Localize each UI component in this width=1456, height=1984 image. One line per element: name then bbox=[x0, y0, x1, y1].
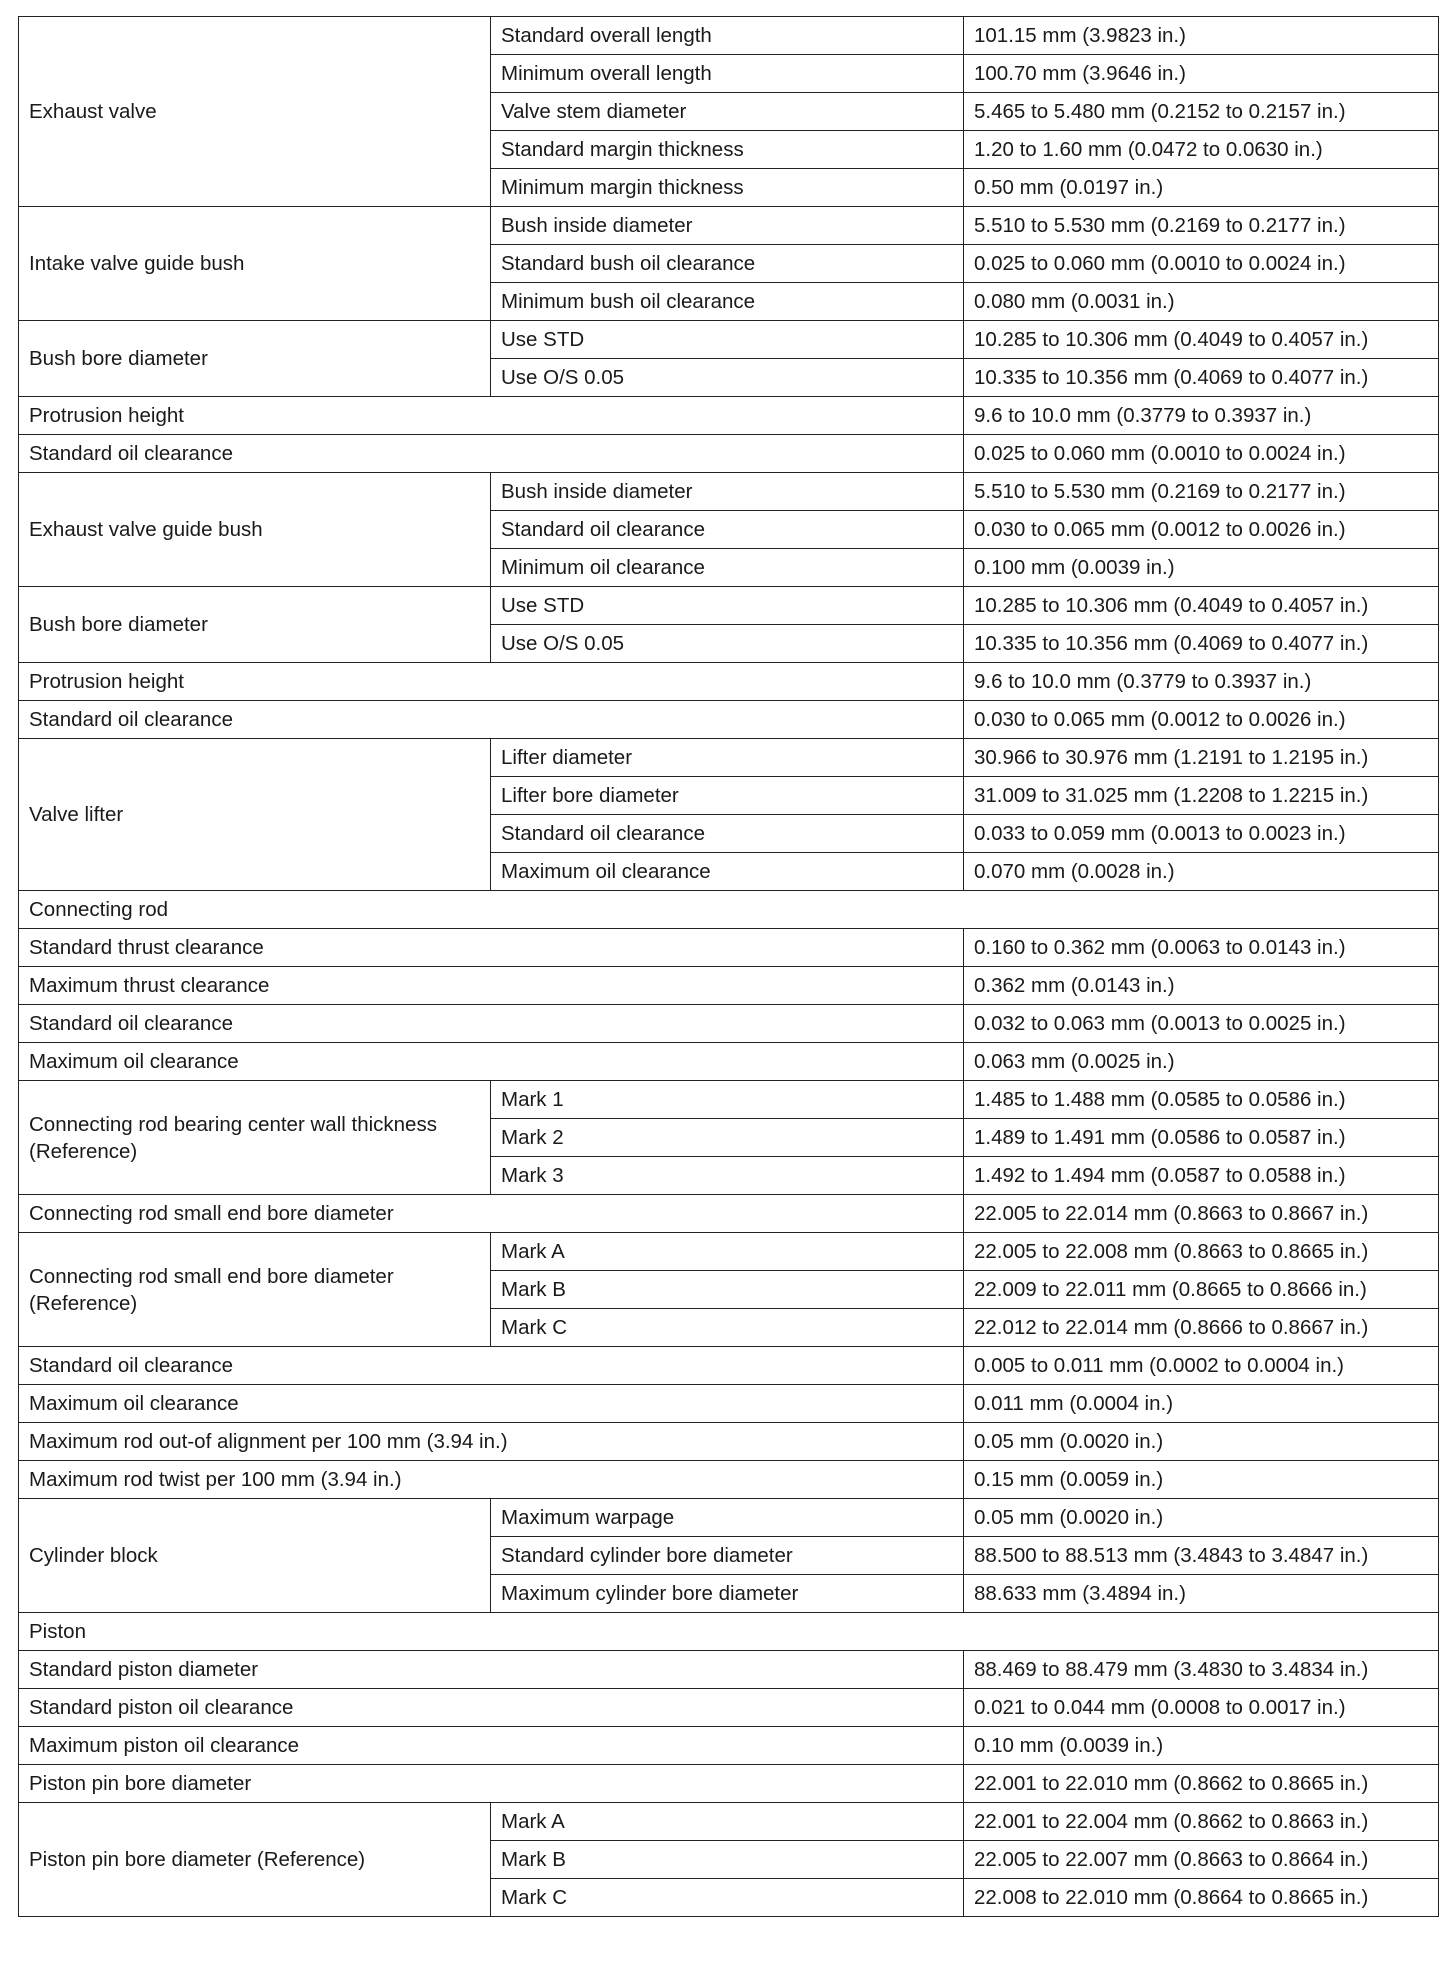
table-cell: 88.633 mm (3.4894 in.) bbox=[964, 1575, 1439, 1613]
table-cell: Mark B bbox=[491, 1841, 964, 1879]
table-cell: 22.001 to 22.004 mm (0.8662 to 0.8663 in.) bbox=[964, 1803, 1439, 1841]
table-cell: Bush bore diameter bbox=[19, 321, 491, 397]
table-cell: Standard piston diameter bbox=[19, 1651, 964, 1689]
table-row bbox=[19, 1613, 1439, 1651]
table-cell: 22.005 to 22.014 mm (0.8663 to 0.8667 in.) bbox=[964, 1195, 1439, 1233]
table-row bbox=[19, 701, 1439, 739]
specification-table bbox=[18, 16, 1439, 1917]
table-row bbox=[19, 321, 1439, 359]
table-cell: Lifter diameter bbox=[491, 739, 964, 777]
table-row bbox=[19, 739, 1439, 777]
specification-table-body bbox=[19, 17, 1439, 1917]
table-row bbox=[19, 1423, 1439, 1461]
table-cell: Maximum thrust clearance bbox=[19, 967, 964, 1005]
table-cell: Cylinder block bbox=[19, 1499, 491, 1613]
table-cell: Standard piston oil clearance bbox=[19, 1689, 964, 1727]
table-cell: Maximum oil clearance bbox=[19, 1043, 964, 1081]
table-row bbox=[19, 473, 1439, 511]
table-cell: Minimum bush oil clearance bbox=[491, 283, 964, 321]
table-cell: 5.510 to 5.530 mm (0.2169 to 0.2177 in.) bbox=[964, 473, 1439, 511]
table-cell: 10.335 to 10.356 mm (0.4069 to 0.4077 in.) bbox=[964, 625, 1439, 663]
table-cell: 0.005 to 0.011 mm (0.0002 to 0.0004 in.) bbox=[964, 1347, 1439, 1385]
table-cell: Standard bush oil clearance bbox=[491, 245, 964, 283]
table-cell: 9.6 to 10.0 mm (0.3779 to 0.3937 in.) bbox=[964, 397, 1439, 435]
table-cell: 1.492 to 1.494 mm (0.0587 to 0.0588 in.) bbox=[964, 1157, 1439, 1195]
table-cell: Mark 2 bbox=[491, 1119, 964, 1157]
table-cell: Standard overall length bbox=[491, 17, 964, 55]
table-cell: Bush bore diameter bbox=[19, 587, 491, 663]
table-cell: Standard oil clearance bbox=[19, 435, 964, 473]
table-cell: 0.100 mm (0.0039 in.) bbox=[964, 549, 1439, 587]
table-cell: Maximum warpage bbox=[491, 1499, 964, 1537]
table-cell: 88.500 to 88.513 mm (3.4843 to 3.4847 in.) bbox=[964, 1537, 1439, 1575]
table-row bbox=[19, 1803, 1439, 1841]
table-cell: Maximum rod twist per 100 mm (3.94 in.) bbox=[19, 1461, 964, 1499]
table-cell: Maximum rod out-of alignment per 100 mm (3.94 in.) bbox=[19, 1423, 964, 1461]
table-cell: 22.005 to 22.007 mm (0.8663 to 0.8664 in.) bbox=[964, 1841, 1439, 1879]
table-cell: Mark C bbox=[491, 1879, 964, 1917]
table-cell: 22.001 to 22.010 mm (0.8662 to 0.8665 in.) bbox=[964, 1765, 1439, 1803]
table-cell: 0.063 mm (0.0025 in.) bbox=[964, 1043, 1439, 1081]
table-cell: Mark B bbox=[491, 1271, 964, 1309]
table-row bbox=[19, 1499, 1439, 1537]
table-cell: 31.009 to 31.025 mm (1.2208 to 1.2215 in.) bbox=[964, 777, 1439, 815]
table-cell: Standard oil clearance bbox=[491, 815, 964, 853]
table-cell: 101.15 mm (3.9823 in.) bbox=[964, 17, 1439, 55]
table-row bbox=[19, 1727, 1439, 1765]
table-cell: 0.021 to 0.044 mm (0.0008 to 0.0017 in.) bbox=[964, 1689, 1439, 1727]
table-row bbox=[19, 891, 1439, 929]
table-row bbox=[19, 17, 1439, 55]
table-cell: Standard oil clearance bbox=[19, 1347, 964, 1385]
table-row bbox=[19, 1233, 1439, 1271]
table-cell: Lifter bore diameter bbox=[491, 777, 964, 815]
table-row bbox=[19, 397, 1439, 435]
table-cell: 30.966 to 30.976 mm (1.2191 to 1.2195 in.) bbox=[964, 739, 1439, 777]
table-cell: 0.080 mm (0.0031 in.) bbox=[964, 283, 1439, 321]
table-cell: 1.20 to 1.60 mm (0.0472 to 0.0630 in.) bbox=[964, 131, 1439, 169]
table-row bbox=[19, 1043, 1439, 1081]
table-cell: Valve lifter bbox=[19, 739, 491, 891]
table-cell: Use O/S 0.05 bbox=[491, 359, 964, 397]
table-cell: Piston pin bore diameter (Reference) bbox=[19, 1803, 491, 1917]
table-cell: 0.05 mm (0.0020 in.) bbox=[964, 1499, 1439, 1537]
table-cell: 1.485 to 1.488 mm (0.0585 to 0.0586 in.) bbox=[964, 1081, 1439, 1119]
table-cell: Intake valve guide bush bbox=[19, 207, 491, 321]
table-cell: Mark A bbox=[491, 1803, 964, 1841]
table-cell: 0.362 mm (0.0143 in.) bbox=[964, 967, 1439, 1005]
table-cell: 22.009 to 22.011 mm (0.8665 to 0.8666 in.) bbox=[964, 1271, 1439, 1309]
table-cell: 100.70 mm (3.9646 in.) bbox=[964, 55, 1439, 93]
table-cell: 5.510 to 5.530 mm (0.2169 to 0.2177 in.) bbox=[964, 207, 1439, 245]
table-cell: Valve stem diameter bbox=[491, 93, 964, 131]
table-cell: 10.285 to 10.306 mm (0.4049 to 0.4057 in.) bbox=[964, 321, 1439, 359]
table-cell: 0.10 mm (0.0039 in.) bbox=[964, 1727, 1439, 1765]
table-cell: Maximum cylinder bore diameter bbox=[491, 1575, 964, 1613]
table-cell: 0.030 to 0.065 mm (0.0012 to 0.0026 in.) bbox=[964, 511, 1439, 549]
table-cell: Protrusion height bbox=[19, 663, 964, 701]
table-cell: Mark C bbox=[491, 1309, 964, 1347]
table-cell: 1.489 to 1.491 mm (0.0586 to 0.0587 in.) bbox=[964, 1119, 1439, 1157]
table-cell: Exhaust valve bbox=[19, 17, 491, 207]
table-cell: 5.465 to 5.480 mm (0.2152 to 0.2157 in.) bbox=[964, 93, 1439, 131]
table-cell: Use STD bbox=[491, 587, 964, 625]
table-cell: Use O/S 0.05 bbox=[491, 625, 964, 663]
table-cell: Minimum oil clearance bbox=[491, 549, 964, 587]
table-cell: 10.335 to 10.356 mm (0.4069 to 0.4077 in.) bbox=[964, 359, 1439, 397]
table-cell: Mark 3 bbox=[491, 1157, 964, 1195]
table-cell: Standard oil clearance bbox=[19, 1005, 964, 1043]
table-cell: Standard thrust clearance bbox=[19, 929, 964, 967]
table-row bbox=[19, 435, 1439, 473]
table-cell: Maximum oil clearance bbox=[491, 853, 964, 891]
table-cell: 0.030 to 0.065 mm (0.0012 to 0.0026 in.) bbox=[964, 701, 1439, 739]
table-row bbox=[19, 929, 1439, 967]
table-cell: 0.15 mm (0.0059 in.) bbox=[964, 1461, 1439, 1499]
table-cell: 9.6 to 10.0 mm (0.3779 to 0.3937 in.) bbox=[964, 663, 1439, 701]
table-cell: 0.160 to 0.362 mm (0.0063 to 0.0143 in.) bbox=[964, 929, 1439, 967]
table-cell: Bush inside diameter bbox=[491, 207, 964, 245]
table-cell: Piston pin bore diameter bbox=[19, 1765, 964, 1803]
table-cell: Mark 1 bbox=[491, 1081, 964, 1119]
table-cell: Standard cylinder bore diameter bbox=[491, 1537, 964, 1575]
table-row bbox=[19, 1195, 1439, 1233]
table-row bbox=[19, 1005, 1439, 1043]
table-cell: Connecting rod bearing center wall thickness (Reference) bbox=[19, 1081, 491, 1195]
table-cell: 0.011 mm (0.0004 in.) bbox=[964, 1385, 1439, 1423]
table-cell: Standard margin thickness bbox=[491, 131, 964, 169]
table-cell: 0.032 to 0.063 mm (0.0013 to 0.0025 in.) bbox=[964, 1005, 1439, 1043]
table-cell: Protrusion height bbox=[19, 397, 964, 435]
table-cell: 0.05 mm (0.0020 in.) bbox=[964, 1423, 1439, 1461]
table-cell: Minimum margin thickness bbox=[491, 169, 964, 207]
table-cell: 22.005 to 22.008 mm (0.8663 to 0.8665 in.) bbox=[964, 1233, 1439, 1271]
table-cell: 22.012 to 22.014 mm (0.8666 to 0.8667 in.) bbox=[964, 1309, 1439, 1347]
table-row bbox=[19, 1347, 1439, 1385]
table-cell: Maximum piston oil clearance bbox=[19, 1727, 964, 1765]
table-cell: Standard oil clearance bbox=[19, 701, 964, 739]
table-cell: Mark A bbox=[491, 1233, 964, 1271]
table-cell: Standard oil clearance bbox=[491, 511, 964, 549]
table-row bbox=[19, 1081, 1439, 1119]
table-cell: Connecting rod small end bore diameter bbox=[19, 1195, 964, 1233]
table-cell: Minimum overall length bbox=[491, 55, 964, 93]
table-cell: 0.025 to 0.060 mm (0.0010 to 0.0024 in.) bbox=[964, 435, 1439, 473]
table-row bbox=[19, 1461, 1439, 1499]
table-cell: 10.285 to 10.306 mm (0.4049 to 0.4057 in.) bbox=[964, 587, 1439, 625]
table-row bbox=[19, 207, 1439, 245]
table-cell: 0.070 mm (0.0028 in.) bbox=[964, 853, 1439, 891]
table-cell: Bush inside diameter bbox=[491, 473, 964, 511]
table-cell: Exhaust valve guide bush bbox=[19, 473, 491, 587]
table-cell: Use STD bbox=[491, 321, 964, 359]
table-cell: Connecting rod small end bore diameter (Reference) bbox=[19, 1233, 491, 1347]
table-cell: Connecting rod bbox=[19, 891, 1439, 929]
table-cell: 22.008 to 22.010 mm (0.8664 to 0.8665 in.) bbox=[964, 1879, 1439, 1917]
table-cell: 88.469 to 88.479 mm (3.4830 to 3.4834 in.) bbox=[964, 1651, 1439, 1689]
table-row bbox=[19, 1765, 1439, 1803]
table-row bbox=[19, 967, 1439, 1005]
table-row bbox=[19, 1385, 1439, 1423]
table-cell: Maximum oil clearance bbox=[19, 1385, 964, 1423]
table-cell: 0.033 to 0.059 mm (0.0013 to 0.0023 in.) bbox=[964, 815, 1439, 853]
table-cell: Piston bbox=[19, 1613, 1439, 1651]
table-row bbox=[19, 663, 1439, 701]
table-cell: 0.50 mm (0.0197 in.) bbox=[964, 169, 1439, 207]
table-cell: 0.025 to 0.060 mm (0.0010 to 0.0024 in.) bbox=[964, 245, 1439, 283]
table-row bbox=[19, 1651, 1439, 1689]
table-row bbox=[19, 587, 1439, 625]
table-row bbox=[19, 1689, 1439, 1727]
